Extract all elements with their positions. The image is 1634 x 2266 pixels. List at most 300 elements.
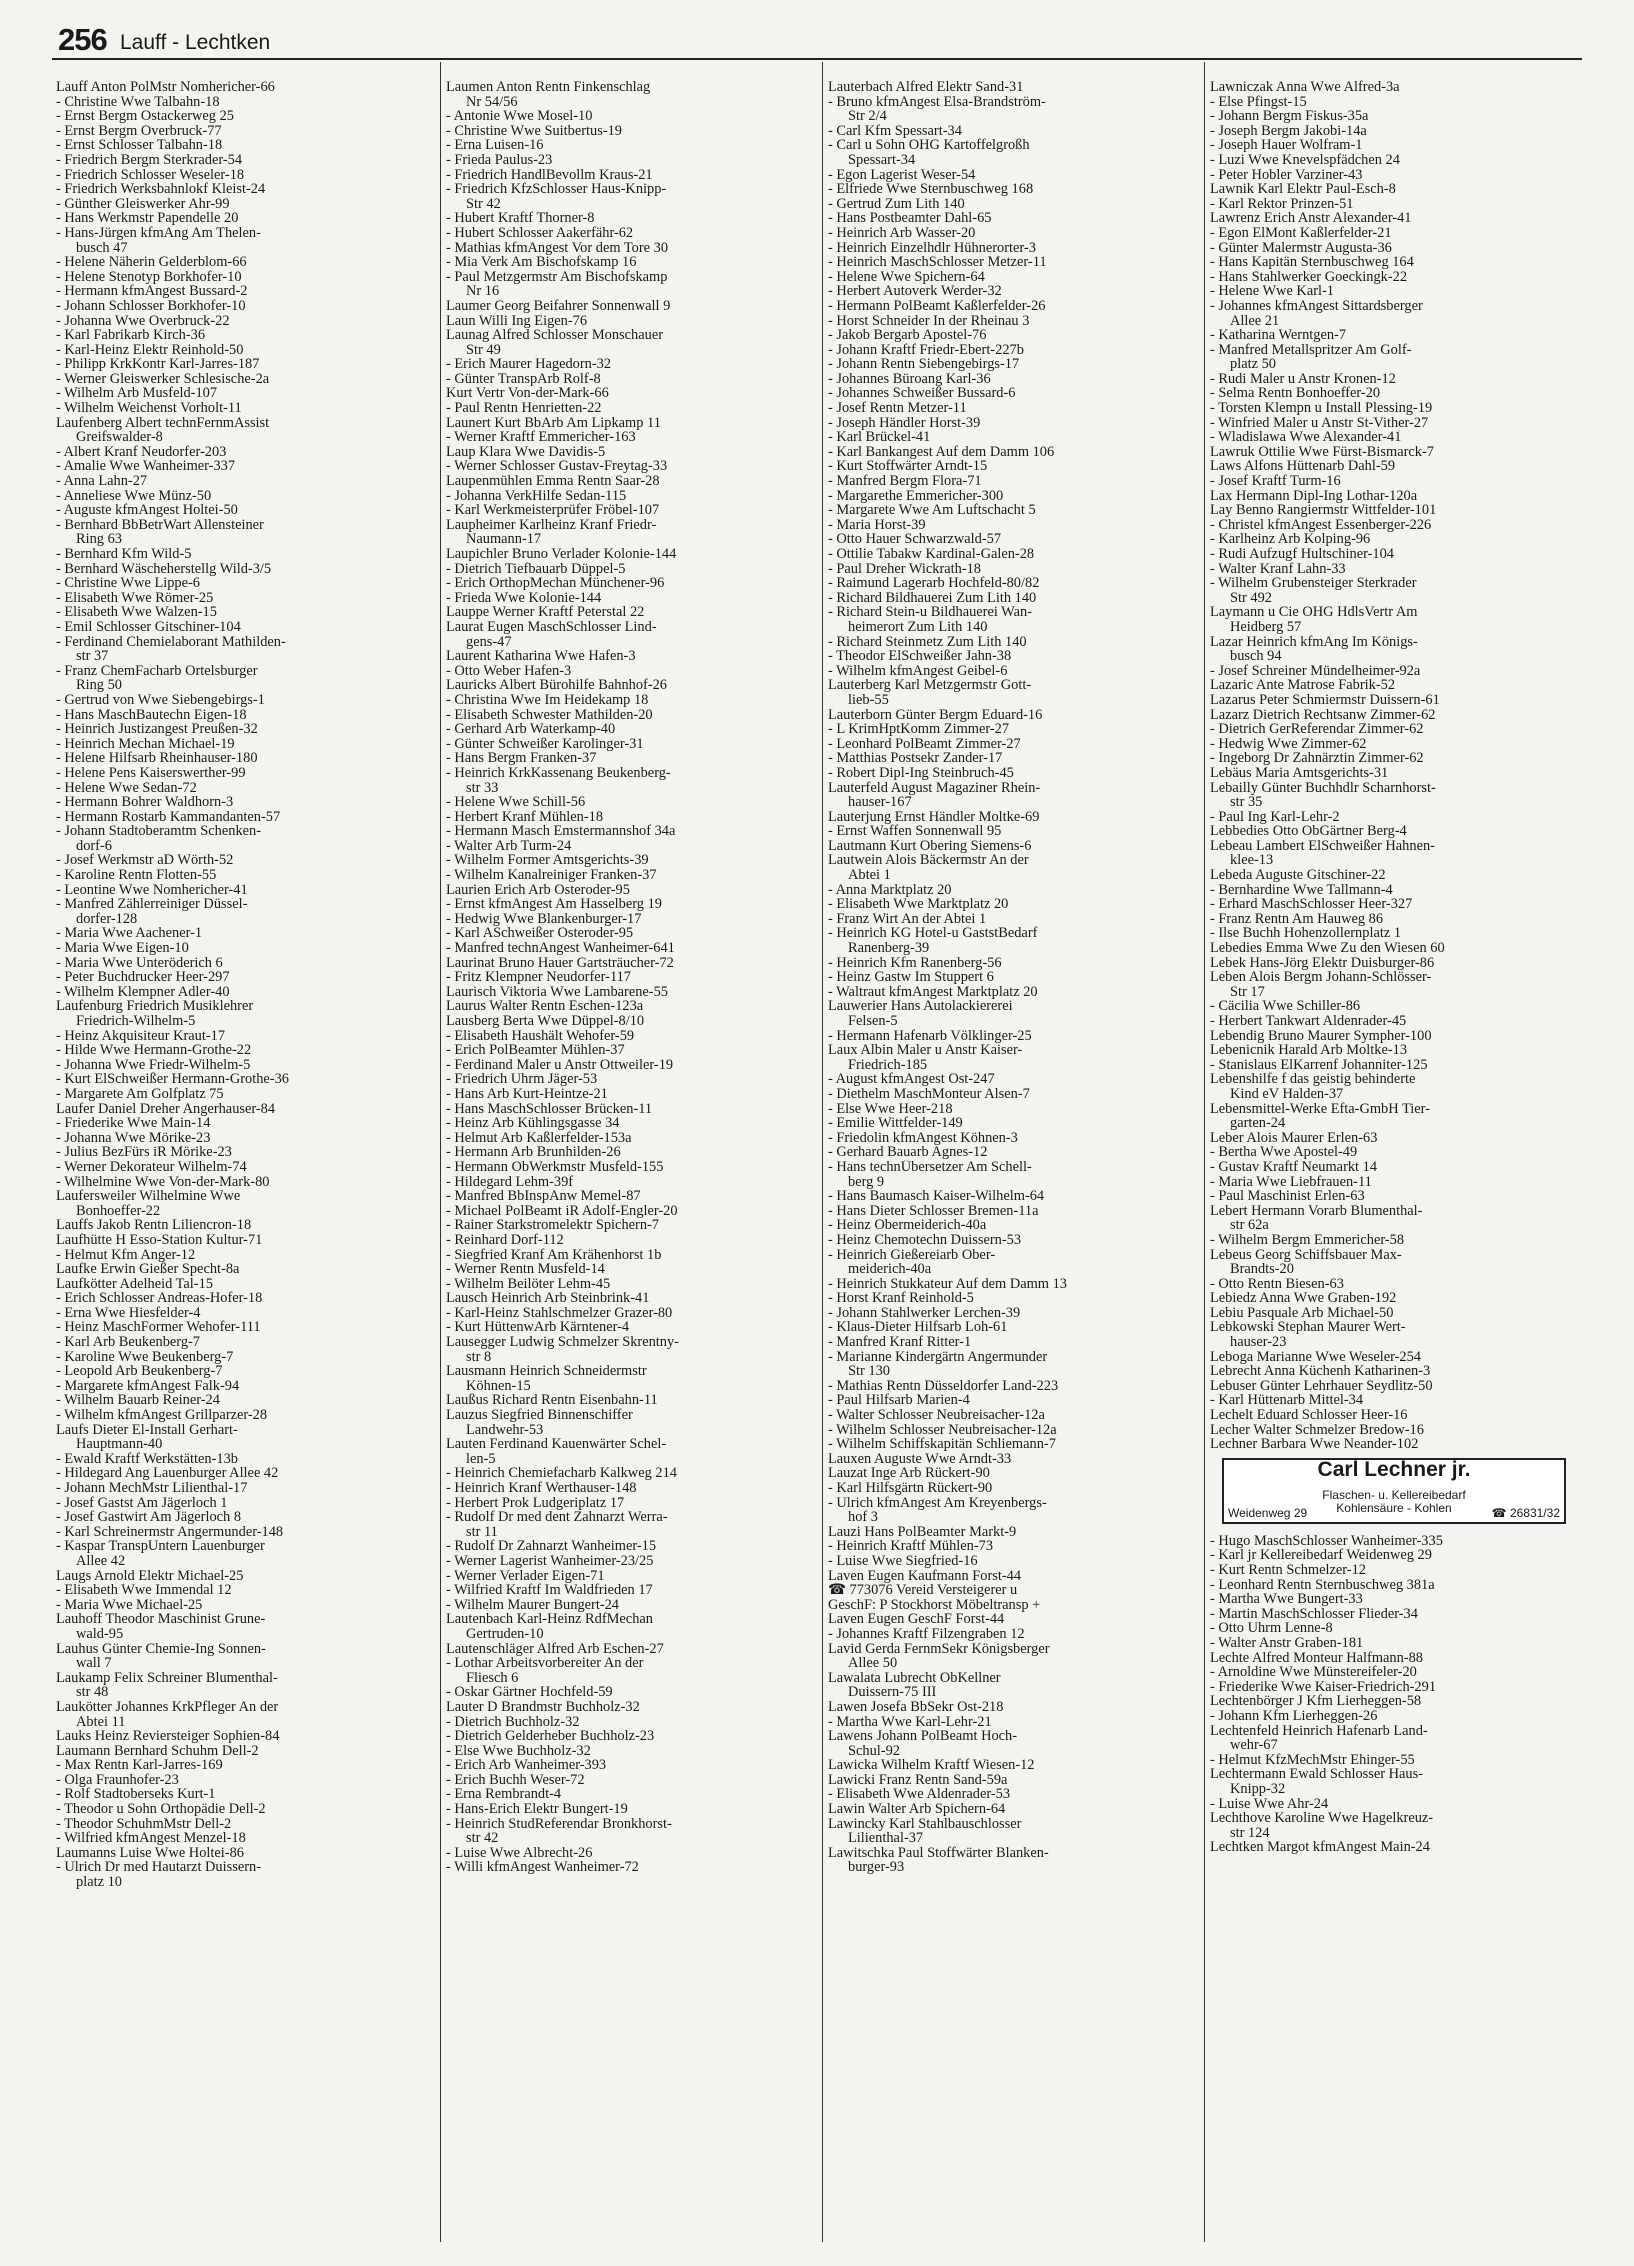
directory-entry: heimerort Zum Lith 140 [848,619,988,635]
directory-entry: Lilienthal-37 [848,1831,924,1846]
directory-entry: - Heinrich Chemiefacharb Kalkweg 214 [446,1466,677,1481]
directory-entry: - Elisabeth Wwe Immendal 12 [56,1583,232,1598]
directory-entry: Lausmann Heinrich Schneidermstr [446,1364,647,1379]
directory-entry: - Helene Stenotyp Borkhofer-10 [56,269,242,285]
directory-entry: - Hans Dieter Schlosser Bremen-11a [828,1203,1039,1219]
directory-entry: busch 47 [76,240,128,256]
directory-entry: - Erich PolBeamter Mühlen-37 [446,1043,625,1058]
directory-entry: - Ewald Kraftf Werkstätten-13b [56,1451,238,1467]
directory-entry: Lazaric Ante Matrose Fabrik-52 [1210,678,1396,693]
directory-entry: - Helmut Kfm Anger-12 [56,1247,196,1263]
directory-entry: - Cäcilia Wwe Schiller-86 [1210,999,1361,1014]
directory-entry: - Heinrich Justizangest Preußen-32 [56,722,258,737]
directory-entry: - Ottilie Tabakw Kardinal-Galen-28 [828,547,1035,562]
directory-entry: - Karl Brückel-41 [828,430,931,445]
directory-entry: - Martin MaschSchlosser Flieder-34 [1210,1606,1418,1622]
directory-entry: - Kurt Rentn Schmelzer-12 [1210,1563,1366,1578]
directory-entry: Lebeda Auguste Gitschiner-22 [1210,868,1386,883]
directory-entry: - Joseph Bergm Jakobi-14a [1210,123,1367,139]
directory-entry: - Diethelm MaschMonteur Alsen-7 [828,1086,1030,1102]
directory-entry: - Jakob Bergarb Apostel-76 [828,328,987,343]
directory-entry: - Anna Lahn-27 [56,474,148,489]
directory-entry: - Josef Gastwirt Am Jägerloch 8 [56,1510,242,1525]
directory-entry: - Ulrich kfmAngest Am Kreyenbergs- [828,1495,1047,1511]
directory-entry: - Arnoldine Wwe Münstereifeler-20 [1210,1665,1417,1680]
directory-entry: Lawicka Wilhelm Kraftf Wiesen-12 [828,1758,1035,1773]
directory-entry: - Heinrich Kfm Ranenberg-56 [828,955,1002,971]
directory-entry: dorf-6 [76,838,112,854]
directory-entry: - Egon ElMont Kaßlerfelder-21 [1210,225,1392,241]
ad-line-1: Flaschen- u. Kellereibedarf [1322,1487,1466,1502]
directory-entry: - Michael PolBeamt iR Adolf-Engler-20 [446,1203,678,1219]
directory-entry: - Margarete Am Golfplatz 75 [56,1086,224,1102]
directory-entry: - Else Wwe Heer-218 [828,1101,953,1117]
directory-entry: - Leonhard Rentn Sternbuschweg 381a [1210,1577,1435,1593]
directory-entry: Lauzi Hans PolBeamter Markt-9 [828,1524,1017,1540]
directory-entry: - Franz Wirt An der Abtei 1 [828,911,987,927]
directory-entry: - Gertrud von Wwe Siebengebirgs-1 [56,692,265,708]
directory-entry: - Ilse Buchh Hohenzollernplatz 1 [1210,926,1402,942]
directory-entry: - Heinrich Kranf Werthauser-148 [446,1481,637,1496]
directory-entry: - Dietrich Tiefbauarb Düppel-5 [446,561,626,577]
directory-entry: Lautenschläger Alfred Arb Eschen-27 [446,1641,664,1657]
column-4-top [1210,80,1580,1452]
directory-entry: Laufer Daniel Dreher Angerhauser-84 [56,1101,276,1117]
directory-entry: str 11 [466,1524,498,1540]
directory-entry: - Hugo MaschSchlosser Wanheimer-335 [1210,1533,1443,1549]
directory-entry: - Karl-Heinz Elektr Reinhold-50 [56,342,244,358]
directory-entry: Lebert Hermann Vorarb Blumenthal- [1210,1203,1423,1219]
directory-entry: - Peter Buchdrucker Heer-297 [56,970,230,985]
directory-entry: - Kurt Stoffwärter Arndt-15 [828,459,988,475]
directory-entry: - Torsten Klempn u Install Plessing-19 [1210,401,1433,416]
directory-entry: - Wilhelm Schlosser Neubreisacher-12a [828,1422,1057,1438]
directory-entry: - Karl Arb Beukenberg-7 [56,1335,200,1350]
directory-entry: Lawicki Franz Rentn Sand-59a [828,1772,1008,1788]
directory-entry: - Johann MechMstr Lilienthal-17 [56,1481,248,1496]
directory-entry: - Carl Kfm Spessart-34 [828,123,962,139]
directory-entry: Laurus Walter Rentn Eschen-123a [446,999,644,1014]
directory-entry: - Elisabeth Wwe Marktplatz 20 [828,897,1009,912]
directory-entry: - Philipp KrkKontr Karl-Jarres-187 [56,357,260,372]
directory-entry: Lawrenz Erich Anstr Alexander-41 [1210,211,1412,226]
directory-entry: - Maria Wwe Michael-25 [56,1597,203,1613]
directory-entry: - Josef Werkmstr aD Wörth-52 [56,853,234,869]
directory-entry: Str 49 [466,342,501,358]
directory-entry: - Rudolf Dr Zahnarzt Wanheimer-15 [446,1539,657,1554]
directory-entry: - Wilhelm Bergm Emmericher-58 [1210,1232,1405,1248]
directory-entry: - Ferdinand Chemielaborant Mathilden- [56,634,286,650]
directory-entry: - Manfred BbInspAnw Memel-87 [446,1189,641,1204]
directory-entry: - Christine Wwe Talbahn-18 [56,94,220,110]
directory-entry: Lawincky Karl Stahlbauschlosser [828,1816,1022,1832]
page-number: 256 [58,22,107,57]
directory-entry: - Katharina Werntgen-7 [1210,328,1347,343]
directory-entry: Landwehr-53 [466,1422,544,1438]
directory-entry: Lebek Hans-Jörg Elektr Duisburger-86 [1210,955,1435,971]
directory-entry: str 62a [1230,1218,1269,1233]
directory-entry: Lebrecht Anna Küchenh Katharinen-3 [1210,1364,1431,1379]
directory-entry: - Siegfried Kranf Am Krähenhorst 1b [446,1247,662,1263]
ad-phone: ☎ 26831/32 [1491,1506,1560,1521]
directory-entry: Launert Kurt BbArb Am Lipkamp 11 [446,415,661,431]
directory-entry: - Karl Schreinermstr Angermunder-148 [56,1524,284,1540]
directory-entry: Lechtenfeld Heinrich Hafenarb Land- [1210,1723,1428,1739]
directory-entry: Laurisch Viktoria Wwe Lambarene-55 [446,984,668,1000]
directory-entry: Lebiu Pasquale Arb Michael-50 [1210,1305,1394,1321]
directory-entry: - Marianne Kindergärtn Angermunder [828,1349,1048,1365]
directory-entry: - Karoline Rentn Flotten-55 [56,868,217,883]
directory-entry: - Heinz MaschFormer Wehofer-111 [56,1320,261,1336]
directory-entry: Laugs Arnold Elektr Michael-25 [56,1568,244,1584]
directory-entry: Laufkötter Adelheid Tal-15 [56,1276,213,1292]
directory-entry: - Wilhelm Beilöter Lehm-45 [446,1276,611,1292]
directory-entry: - Hans MaschSchlosser Brücken-11 [446,1101,653,1117]
directory-entry: - Helene Wwe Spichern-64 [828,269,985,285]
directory-entry: Laufenburg Friedrich Musiklehrer [56,999,254,1014]
column-4-bottom [1210,1534,1580,1855]
directory-entry: hauser-23 [1230,1335,1287,1350]
directory-entry: Laumann Bernhard Schuhm Dell-2 [56,1743,259,1759]
directory-entry: Lauterborn Günter Bergm Eduard-16 [828,707,1043,723]
directory-entry: - Theodor u Sohn Orthopädie Dell-2 [56,1802,266,1817]
directory-entry: - Hans Postbeamter Dahl-65 [828,211,992,226]
directory-entry: - Walter Kranf Lahn-33 [1210,561,1346,577]
directory-entry: - Peter Hobler Varziner-43 [1210,167,1363,183]
directory-entry: - Helene Wwe Schill-56 [446,795,586,810]
directory-entry: Lebailly Günter Buchhdlr Scharnhorst- [1210,780,1436,796]
directory-entry: Lawruk Ottilie Wwe Fürst-Bismarck-7 [1210,444,1434,460]
column-2 [446,80,816,2240]
directory-entry: - Friedrich Uhrm Jäger-53 [446,1072,598,1087]
directory-entry: - Johann Bergm Fiskus-35a [1210,109,1369,124]
directory-entry: - Herbert Kranf Mühlen-18 [446,809,604,825]
directory-entry: - Walter Arb Turm-24 [446,838,572,854]
directory-entry: - Friedrich HandlBevollm Kraus-21 [446,167,653,183]
directory-entry: Lauten Ferdinand Kauenwärter Schel- [446,1437,667,1452]
directory-entry: Knipp-32 [1230,1781,1286,1797]
directory-entry: - Werner Kraftf Emmericher-163 [446,430,636,445]
directory-entry: - Johannes kfmAngest Sittardsberger [1210,298,1423,314]
directory-entry: - Paul Hilfsarb Marien-4 [828,1393,970,1409]
directory-entry: Lauter D Brandmstr Buchholz-32 [446,1699,640,1715]
directory-entry: - Otto Rentn Biesen-63 [1210,1276,1344,1292]
directory-entry: Laven Eugen Kaufmann Forst-44 [828,1568,1022,1584]
directory-entry: Lax Hermann Dipl-Ing Lothar-120a [1210,488,1418,504]
directory-entry: Laußus Richard Rentn Eisenbahn-11 [446,1393,658,1409]
directory-entry: - Horst Kranf Reinhold-5 [828,1291,974,1306]
directory-entry: - Elfriede Wwe Sternbuschweg 168 [828,182,1034,197]
directory-entry: Ranenberg-39 [848,941,930,956]
directory-entry: Felsen-5 [848,1014,898,1029]
directory-entry: - Frieda Wwe Kolonie-144 [446,590,602,606]
directory-entry: - Hilde Wwe Hermann-Grothe-22 [56,1043,252,1058]
directory-entry: meiderich-40a [848,1262,932,1277]
directory-entry: Ring 63 [76,532,122,547]
directory-entry: - Gerhard Bauarb Agnes-12 [828,1145,988,1160]
directory-entry: - Johannes Schweißer Bussard-6 [828,386,1016,402]
directory-entry: Lebeau Lambert ElSchweißer Hahnen- [1210,838,1435,854]
directory-entry: - Richard Steinmetz Zum Lith 140 [828,634,1027,650]
directory-entry: Lazarus Peter Schmiermstr Duissern-61 [1210,692,1440,708]
directory-entry: - Walter Schlosser Neubreisacher-12a [828,1408,1045,1423]
directory-entry: - Johannes Kraftf Filzengraben 12 [828,1626,1025,1642]
directory-entry: - Hans Baumasch Kaiser-Wilhelm-64 [828,1189,1045,1204]
directory-entry: lieb-55 [848,692,889,708]
directory-entry: - Rudi Maler u Anstr Kronen-12 [1210,371,1396,387]
directory-entry: - Johann Stahlwerker Lerchen-39 [828,1305,1021,1321]
directory-entry: - Johann Schlosser Borkhofer-10 [56,298,246,314]
directory-entry: - Reinhard Dorf-112 [446,1232,564,1248]
directory-entry: - Heinz Akquisiteur Kraut-17 [56,1028,226,1044]
directory-entry: Laymann u Cie OHG HdlsVertr Am [1210,605,1418,620]
directory-entry: Laufs Dieter El-Install Gerhart- [56,1422,238,1438]
directory-entry: Lebedies Emma Wwe Zu den Wiesen 60 [1210,941,1445,956]
directory-entry: - Christine Wwe Suitbertus-19 [446,123,622,139]
directory-entry: - Karl Bankangest Auf dem Damm 106 [828,444,1055,460]
directory-entry: - Luzi Wwe Knevelspfädchen 24 [1210,152,1400,168]
directory-entry: - Manfred technAngest Wanheimer-641 [446,941,675,956]
directory-entry: - Kurt HüttenwArb Kärntener-4 [446,1320,630,1336]
directory-entry: - Friedrich Werksbahnlokf Kleist-24 [56,182,266,197]
directory-entry: Str 42 [466,196,501,212]
directory-entry: - Heinz Gastw Im Stuppert 6 [828,970,994,985]
column-1 [56,80,426,2240]
directory-entry: - Heinrich KG Hotel-u GaststBedarf [828,926,1038,942]
directory-entry: - Bernhard Kfm Wild-5 [56,547,192,562]
directory-entry: Leben Alois Bergm Johann-Schlösser- [1210,970,1432,985]
ad-street: Weidenweg 29 [1228,1506,1308,1521]
directory-entry: - Ulrich Dr med Hautarzt Duissern- [56,1860,261,1876]
directory-entry: Str 130 [848,1364,890,1379]
directory-entry: Hauptmann-40 [76,1437,163,1452]
directory-entry: - Wilfried kfmAngest Menzel-18 [56,1831,246,1846]
directory-entry: - Elisabeth Wwe Römer-25 [56,590,214,606]
directory-entry: - Hedwig Wwe Blankenburger-17 [446,911,642,927]
directory-entry: - Otto Weber Hafen-3 [446,663,572,679]
directory-entry: Launag Alfred Schlosser Monschauer [446,328,663,343]
directory-entry: Laupenmühlen Emma Rentn Saar-28 [446,474,660,489]
directory-entry: - Günter Malermstr Augusta-36 [1210,240,1392,256]
directory-entry: - Josef Gastst Am Jägerloch 1 [56,1495,228,1511]
directory-entry: - Werner Gleiswerker Schlesische-2a [56,371,270,387]
directory-entry: - Ernst Waffen Sonnenwall 95 [828,824,1002,839]
directory-entry: - Willi kfmAngest Wanheimer-72 [446,1860,639,1876]
directory-entry: - Paul Maschinist Erlen-63 [1210,1189,1365,1204]
directory-entry: - Hermann PolBeamt Kaßlerfelder-26 [828,298,1046,314]
directory-entry: - Hans MaschBautechn Eigen-18 [56,707,247,723]
directory-entry: Lautenbach Karl-Heinz RdfMechan [446,1612,653,1627]
directory-entry: - Else Wwe Buchholz-32 [446,1743,591,1759]
directory-entry: - Erich Arb Wanheimer-393 [446,1758,607,1773]
directory-entry: - Wilhelm Bauarb Reiner-24 [56,1393,220,1409]
directory-entry: - Johanna Wwe Mörike-23 [56,1130,211,1146]
directory-entry: - Margarethe Emmericher-300 [828,488,1004,504]
directory-entry: str 37 [76,649,109,664]
directory-entry: - Helmut Arb Kaßlerfelder-153a [446,1130,632,1146]
directory-entry: - Erna Wwe Hiesfelder-4 [56,1305,201,1321]
directory-entry: gens-47 [466,634,512,650]
directory-entry: - Heinrich MaschSchlosser Metzer-11 [828,255,1047,270]
directory-entry: - Wilhelm Former Amtsgerichts-39 [446,853,649,869]
directory-entry: - Fritz Klempner Neudorfer-117 [446,970,631,985]
directory-entry: - Erich Maurer Hagedorn-32 [446,357,612,372]
directory-entry: Lechner Barbara Wwe Neander-102 [1210,1437,1419,1452]
directory-entry: - Erich Buchh Weser-72 [446,1772,585,1788]
advertisement-box [1222,1458,1566,1524]
directory-entry: Lawitschka Paul Stoffwärter Blanken- [828,1845,1049,1861]
directory-entry: Kind eV Halden-37 [1230,1086,1344,1102]
directory-entry: Lebendig Bruno Maurer Sympher-100 [1210,1028,1432,1044]
directory-entry: - Oskar Gärtner Hochfeld-59 [446,1685,613,1700]
directory-entry: - Helene Wwe Sedan-72 [56,780,197,796]
directory-entry: Lauhus Günter Chemie-Ing Sonnen- [56,1641,266,1657]
directory-entry: Lebäus Maria Amtsgerichts-31 [1210,765,1389,781]
directory-entry: Lechtken Margot kfmAngest Main-24 [1210,1840,1430,1855]
directory-entry: Lebkowski Stephan Maurer Wert- [1210,1320,1406,1336]
directory-entry: Naumann-17 [466,532,542,547]
directory-entry: Lecher Walter Schmelzer Bredow-16 [1210,1422,1424,1438]
directory-entry: Laupichler Bruno Verlader Kolonie-144 [446,547,677,562]
directory-entry: - Joseph Händler Horst-39 [828,415,981,431]
directory-entry: - Hans-Erich Elektr Bungert-19 [446,1802,628,1817]
directory-entry: Lawnik Karl Elektr Paul-Esch-8 [1210,182,1396,197]
directory-entry: - Rudi Aufzugf Hultschiner-104 [1210,547,1394,562]
directory-entry: Fliesch 6 [466,1670,519,1686]
directory-entry: wall 7 [76,1656,112,1671]
directory-entry: - Paul Ing Karl-Lehr-2 [1210,809,1340,825]
directory-entry: - Rudolf Dr med dent Zahnarzt Werra- [446,1510,668,1525]
directory-entry: - Johann Rentn Siebengebirgs-17 [828,357,1020,372]
directory-entry: - Friedrich Bergm Sterkrader-54 [56,152,243,168]
directory-entry: Lausegger Ludwig Schmelzer Skrentny- [446,1335,679,1350]
directory-entry: Lechelt Eduard Schlosser Heer-16 [1210,1408,1408,1423]
directory-entry: - Elisabeth Wwe Aldenrader-53 [828,1787,1011,1803]
directory-entry: - Richard Bildhauerei Zum Lith 140 [828,590,1037,606]
directory-entry: - Leopold Arb Beukenberg-7 [56,1364,223,1379]
directory-entry: Laun Willi Ing Eigen-76 [446,313,588,329]
directory-entry: Schul-92 [848,1743,900,1759]
directory-entry: - Albert Kranf Neudorfer-203 [56,444,227,460]
directory-entry: - Herbert Autoverk Werder-32 [828,284,1002,299]
directory-entry: - Ernst Schlosser Talbahn-18 [56,138,223,153]
directory-entry: Laumen Anton Rentn Finkenschlag [446,80,651,95]
directory-entry: Laufersweiler Wilhelmine Wwe [56,1189,241,1204]
directory-entry: - Olga Fraunhofer-23 [56,1772,179,1788]
directory-entry: Laukötter Johannes KrkPfleger An der [56,1699,279,1715]
directory-entry: - Johanna VerkHilfe Sedan-115 [446,488,627,504]
directory-entry: - Emilie Wittfelder-149 [828,1116,963,1131]
directory-entry: - Herbert Prok Ludgeriplatz 17 [446,1495,625,1511]
directory-entry: - Bruno kfmAngest Elsa-Brandström- [828,94,1046,110]
directory-entry: busch 94 [1230,649,1282,664]
directory-entry: - Friederike Wwe Main-14 [56,1116,211,1131]
directory-entry: str 35 [1230,795,1263,810]
directory-entry: - Heinrich StudReferendar Bronkhorst- [446,1816,672,1832]
directory-entry: str 33 [466,780,499,796]
directory-entry: - Karl Fabrikarb Kirch-36 [56,328,206,343]
directory-entry: - Gerhard Arb Waterkamp-40 [446,722,616,737]
directory-entry: - Margarete Wwe Am Luftschacht 5 [828,503,1036,518]
directory-entry: - Christine Wwe Lippe-6 [56,576,201,591]
directory-entry: Nr 16 [466,284,500,299]
directory-entry: - Manfred Kranf Ritter-1 [828,1335,972,1350]
directory-entry: Leboga Marianne Wwe Weseler-254 [1210,1349,1421,1365]
directory-entry: - Heinrich Gießereiarb Ober- [828,1247,996,1263]
column-divider [822,62,823,2242]
directory-entry: Abtei 1 [848,868,891,883]
directory-entry: Allee 50 [848,1656,898,1671]
directory-entry: - Mathias Rentn Düsseldorfer Land-223 [828,1378,1059,1394]
directory-entry: Laurat Eugen MaschSchlosser Lind- [446,619,657,635]
directory-entry: Laven Eugen GeschF Forst-44 [828,1612,1005,1627]
directory-entry: - Heinz Arb Kühlingsgasse 34 [446,1116,620,1131]
directory-entry: Lebuser Günter Lehrhauer Seydlitz-50 [1210,1378,1433,1394]
directory-entry: - Werner Lagerist Wanheimer-23/25 [446,1553,654,1569]
directory-entry: - Bernhard Wäscheherstellg Wild-3/5 [56,561,272,577]
directory-entry: - Heinz Obermeiderich-40a [828,1218,987,1233]
directory-entry: Bonhoeffer-22 [76,1203,161,1219]
directory-entry: - Selma Rentn Bonhoeffer-20 [1210,386,1381,402]
directory-entry: - Mia Verk Am Bischofskamp 16 [446,255,637,270]
directory-entry: str 48 [76,1685,109,1700]
directory-entry: - Wilhelmine Wwe Von-der-Mark-80 [56,1174,270,1190]
directory-entry: - Luise Wwe Ahr-24 [1210,1796,1329,1812]
directory-entry: Köhnen-15 [466,1378,531,1394]
directory-entry: Lausch Heinrich Arb Steinbrink-41 [446,1291,650,1306]
directory-entry: - Walter Anstr Graben-181 [1210,1635,1364,1651]
directory-entry: - Julius BezFürs iR Mörike-23 [56,1145,232,1160]
directory-entry: - Paul Rentn Henrietten-22 [446,401,602,416]
directory-entry: - Hans Bergm Franken-37 [446,751,597,766]
ad-line-2: Kohlensäure - Kohlen [1336,1500,1452,1515]
directory-entry: - Maria Wwe Liebfrauen-11 [1210,1174,1372,1190]
directory-entry: str 124 [1230,1825,1270,1841]
directory-entry: - Wilhelm kfmAngest Geibel-6 [828,663,1008,679]
directory-entry: - Josef Kraftf Turm-16 [1210,474,1341,489]
directory-entry: - Hermann kfmAngest Bussard-2 [56,284,248,299]
directory-entry: - Friedrich KfzSchlosser Haus-Knipp- [446,182,667,197]
directory-entry: - Mathias kfmAngest Vor dem Tore 30 [446,240,669,256]
directory-entry: - Luise Wwe Siegfried-16 [828,1553,978,1569]
directory-entry: - Anneliese Wwe Münz-50 [56,488,212,504]
directory-entry: - Stanislaus ElKarrenf Johanniter-125 [1210,1057,1428,1073]
directory-entry: - Franz ChemFacharb Ortelsburger [56,663,258,679]
directory-entry: Lawin Walter Arb Spichern-64 [828,1802,1006,1817]
directory-entry: - Franz Rentn Am Hauweg 86 [1210,911,1384,927]
directory-entry: Lebenicnik Harald Arb Moltke-13 [1210,1043,1408,1058]
directory-entry: - Hermann Arb Brunhilden-26 [446,1145,621,1160]
directory-entry: - Werner Dekorateur Wilhelm-74 [56,1159,247,1175]
directory-entry: Lebiedz Anna Wwe Graben-192 [1210,1291,1397,1306]
directory-entry: str 8 [466,1349,492,1365]
directory-entry: Str 492 [1230,590,1272,606]
directory-entry: Lebbedies Otto ObGärtner Berg-4 [1210,824,1407,839]
directory-entry: Kurt Vertr Von-der-Mark-66 [446,386,609,402]
directory-entry: Lauff Anton PolMstr Nomhericher-66 [56,80,275,95]
directory-entry: - Hans Werkmstr Papendelle 20 [56,211,239,226]
directory-entry: - Otto Hauer Schwarzwald-57 [828,532,1002,547]
directory-entry: GeschF: P Stockhorst Möbeltransp + [828,1597,1041,1613]
directory-entry: - Josef Rentn Metzer-11 [828,401,967,416]
directory-entry: - Johannes Büroang Karl-36 [828,371,991,387]
directory-entry: - Hans Arb Kurt-Heintze-21 [446,1086,608,1102]
directory-entry: Laws Alfons Hüttenarb Dahl-59 [1210,459,1396,475]
directory-entry: Lautmann Kurt Obering Siemens-6 [828,838,1032,854]
directory-entry: - Leontine Wwe Nomhericher-41 [56,882,248,898]
directory-entry: Leber Alois Maurer Erlen-63 [1210,1130,1378,1146]
directory-entry: - L KrimHptKomm Zimmer-27 [828,722,1010,737]
